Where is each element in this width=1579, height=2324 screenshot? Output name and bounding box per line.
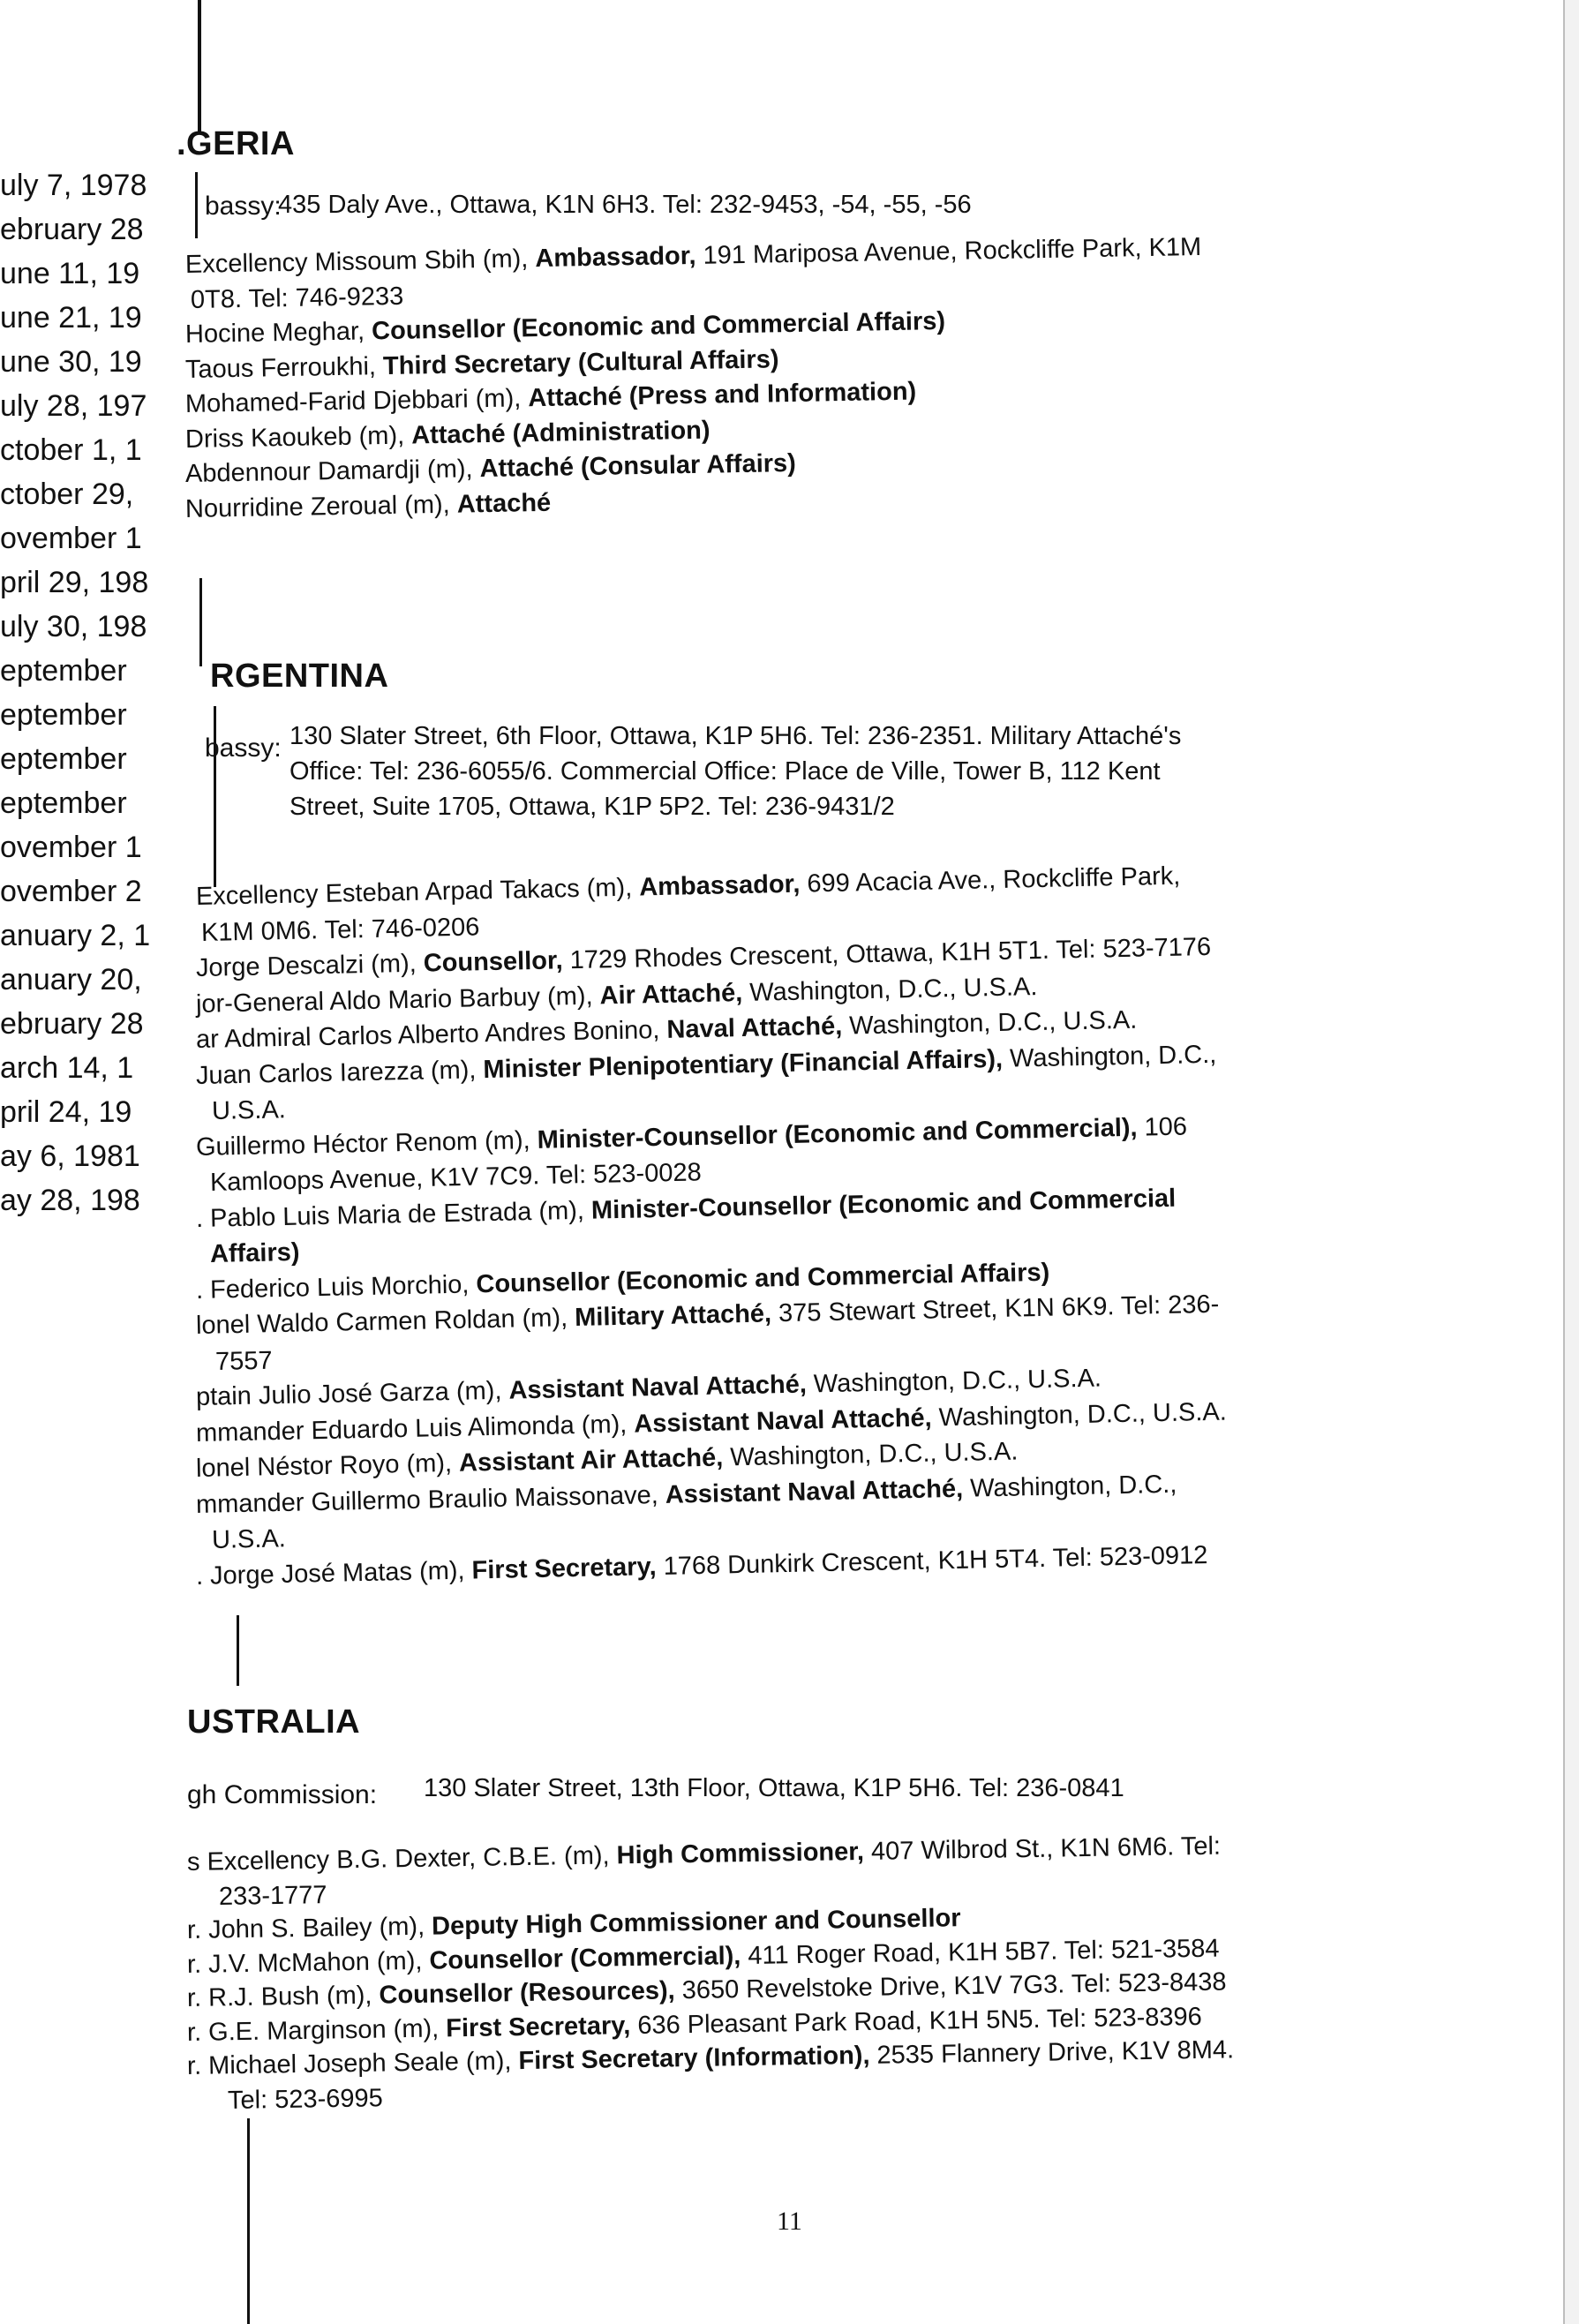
staff-entry	[219, 1879, 327, 1913]
date-entry: ctober 1, 1	[0, 433, 142, 467]
staff-title: Minister Plenipotentiary (Financial Affairs),	[483, 1044, 1004, 1084]
staff-text: Washington, D.C., U.S.A.	[806, 1364, 1102, 1399]
staff-entry	[212, 1094, 287, 1127]
staff-entry	[191, 280, 404, 315]
staff-title: Affairs)	[209, 1237, 300, 1268]
staff-text: Mohamed-Farid Djebbari (m),	[184, 384, 529, 418]
staff-title: Counsellor (Economic and Commercial Affairs)	[476, 1258, 1050, 1298]
staff-title: Assistant Naval Attaché,	[634, 1403, 932, 1439]
staff-text: 233-1777	[218, 1880, 327, 1911]
page-number: 11	[777, 2207, 802, 2236]
staff-text: 1729 Rhodes Crescent, Ottawa, K1H 5T1. Tel: 523-7176	[562, 932, 1212, 975]
staff-entry	[187, 1831, 1222, 1878]
staff-text: . Jorge José Matas (m),	[195, 1555, 472, 1591]
staff-text: Washington, D.C., U.S.A.	[841, 1005, 1138, 1041]
staff-text: r. J.V. McMahon (m),	[186, 1946, 430, 1979]
date-entry: ctober 29,	[0, 478, 134, 511]
staff-title: Assistant Naval Attaché,	[508, 1370, 808, 1405]
staff-title: Minister-Counsellor (Economic and Commercial),	[537, 1113, 1138, 1154]
staff-entry	[215, 1344, 273, 1377]
date-entry: eptember	[0, 786, 127, 820]
date-entry: uly 7, 1978	[0, 169, 147, 202]
staff-text: 3650 Revelstoke Drive, K1V 7G3. Tel: 523-8438	[674, 1967, 1227, 2005]
staff-text: Taous Ferroukhi,	[184, 351, 384, 384]
staff-entry	[185, 486, 552, 524]
staff-title: Attaché (Consular Affairs)	[479, 448, 797, 484]
staff-entry	[196, 1538, 1208, 1591]
date-entry: pril 24, 19	[0, 1095, 132, 1129]
staff-text: K1M 0M6. Tel: 746-0206	[200, 912, 480, 947]
staff-text: jor-General Aldo Mario Barbuy (m),	[195, 981, 600, 1019]
date-entry: ovember 1	[0, 522, 142, 555]
staff-entry	[210, 1156, 702, 1199]
staff-entry	[201, 911, 480, 949]
section-heading-argentina: RGENTINA	[210, 658, 389, 695]
staff-title: Attaché (Administration)	[410, 416, 711, 450]
staff-entry	[196, 1110, 1188, 1163]
staff-text: Nourridine Zeroual (m),	[184, 490, 458, 523]
staff-entry	[196, 861, 1181, 913]
staff-entry	[185, 231, 1202, 281]
staff-title: Air Attaché,	[599, 978, 743, 1010]
date-entry: eptember	[0, 698, 127, 732]
date-entry: uly 30, 198	[0, 610, 147, 643]
staff-text: r. John S. Bailey (m),	[186, 1912, 432, 1944]
section-heading-australia: USTRALIA	[187, 1704, 361, 1741]
staff-title: First Secretary,	[471, 1552, 657, 1584]
staff-title: High Commissioner,	[616, 1837, 865, 1870]
staff-title: First Secretary,	[446, 2011, 631, 2042]
staff-text: Washington, D.C., U.S.A.	[931, 1397, 1228, 1433]
staff-text: lonel Waldo Carmen Roldan (m),	[195, 1304, 575, 1340]
staff-text: Excellency Esteban Arpad Takacs (m),	[195, 873, 640, 911]
staff-title: Military Attaché,	[574, 1299, 772, 1333]
date-entry: uly 28, 197	[0, 389, 147, 423]
date-entry: eptember	[0, 742, 127, 776]
staff-title: Counsellor (Commercial),	[429, 1941, 741, 1975]
embassy-label: bassy:	[205, 192, 282, 221]
staff-text: 1768 Dunkirk Crescent, K1H 5T4. Tel: 523-0912	[656, 1540, 1208, 1581]
staff-title: Attaché	[456, 488, 552, 519]
staff-text: 7557	[214, 1346, 273, 1376]
embassy-address: 130 Slater Street, 6th Floor, Ottawa, K1P 5H6. Tel: 236-2351. Military Attaché's	[289, 722, 1182, 750]
embassy-address: 435 Daly Ave., Ottawa, K1N 6H3. Tel: 232-9453, -54, -55, -56	[278, 191, 972, 219]
staff-title: Assistant Naval Attaché,	[665, 1474, 964, 1509]
date-entry: ay 6, 1981	[0, 1139, 140, 1173]
staff-text: 411 Roger Road, K1H 5B7. Tel: 521-3584	[741, 1934, 1220, 1970]
staff-text: r. R.J. Bush (m),	[186, 1981, 380, 2012]
staff-text: Juan Carlos Iarezza (m),	[195, 1055, 484, 1090]
staff-text: s Excellency B.G. Dexter, C.B.E. (m),	[186, 1841, 617, 1876]
staff-title: Attaché (Press and Information)	[528, 377, 917, 413]
staff-text: . Pablo Luis Maria de Estrada (m),	[195, 1196, 592, 1233]
staff-text: 699 Acacia Ave., Rockcliffe Park,	[800, 861, 1181, 899]
staff-text: Washington, D.C.,	[1002, 1040, 1217, 1073]
staff-title: Ambassador,	[638, 869, 801, 902]
staff-text: 0T8. Tel: 746-9233	[190, 282, 404, 314]
staff-entry	[228, 2082, 383, 2117]
staff-text: . Federico Luis Morchio,	[195, 1269, 477, 1305]
date-column	[0, 0, 207, 1236]
page-edge	[1563, 0, 1579, 2324]
staff-text: r. Michael Joseph Seale (m),	[186, 2047, 519, 2080]
staff-entry	[212, 1523, 287, 1556]
embassy-address: Office: Tel: 236-6055/6. Commercial Office: Place de Ville, Tower B, 112 Kent	[289, 757, 1161, 786]
date-entry: ovember 2	[0, 875, 142, 908]
staff-text: Washington, D.C., U.S.A.	[741, 972, 1038, 1007]
date-entry: ebruary 28	[0, 1007, 144, 1041]
date-entry: anuary 20,	[0, 963, 142, 997]
staff-title: Deputy High Commissioner and Counsellor	[431, 1904, 961, 1941]
staff-title: Assistant Air Attaché,	[458, 1443, 724, 1478]
staff-text: 375 Stewart Street, K1N 6K9. Tel: 236-	[771, 1290, 1220, 1328]
staff-entry	[185, 414, 711, 455]
staff-title: Counsellor (Resources),	[379, 1976, 675, 2010]
staff-text: Washington, D.C.,	[962, 1470, 1177, 1503]
staff-text: ptain Julio José Garza (m),	[195, 1376, 509, 1411]
binding-line	[237, 1615, 239, 1686]
embassy-label: bassy:	[205, 733, 282, 763]
staff-text: ar Admiral Carlos Alberto Andres Bonino,	[195, 1015, 667, 1054]
staff-text: U.S.A.	[211, 1524, 287, 1554]
date-entry: eptember	[0, 654, 127, 688]
date-entry: une 11, 19	[0, 257, 140, 290]
staff-text: Guillermo Héctor Renom (m),	[195, 1125, 538, 1162]
high-commission-address: 130 Slater Street, 13th Floor, Ottawa, K1P 5H6. Tel: 236-0841	[424, 1774, 1124, 1802]
date-entry: pril 29, 198	[0, 566, 149, 599]
staff-text: mmander Eduardo Luis Alimonda (m),	[195, 1410, 635, 1448]
date-entry: anuary 2, 1	[0, 919, 151, 952]
embassy-address: Street, Suite 1705, Ottawa, K1P 5P2. Tel: 236-9431/2	[289, 793, 895, 821]
staff-text: 191 Mariposa Avenue, Rockcliffe Park, K1M	[696, 232, 1202, 270]
staff-text: Jorge Descalzi (m),	[195, 949, 425, 982]
date-entry: arch 14, 1	[0, 1051, 134, 1085]
staff-title: Counsellor,	[423, 946, 563, 978]
staff-title: Ambassador,	[535, 241, 696, 274]
date-entry: ovember 1	[0, 831, 142, 864]
staff-title: Naval Attaché,	[666, 1012, 843, 1044]
staff-title: Counsellor (Economic and Commercial Affairs)	[371, 306, 946, 346]
staff-title: Minister-Counsellor (Economic and Commercial	[590, 1184, 1177, 1225]
staff-text: 2535 Flannery Drive, K1V 8M4.	[869, 2035, 1235, 2070]
staff-entry	[210, 1237, 300, 1270]
staff-text: lonel Néstor Royo (m),	[195, 1448, 460, 1483]
staff-text: Abdennour Damardji (m),	[184, 455, 480, 488]
staff-title: First Secretary (Information),	[518, 2041, 870, 2076]
date-entry: ay 28, 198	[0, 1184, 140, 1217]
staff-text: 407 Wilbrod St., K1N 6M6. Tel:	[863, 1831, 1222, 1866]
staff-text: Tel: 523-6995	[227, 2083, 383, 2115]
staff-text: mmander Guillermo Braulio Maissonave,	[195, 1480, 666, 1519]
staff-text: 106	[1137, 1111, 1188, 1142]
staff-text: Kamloops Avenue, K1V 7C9. Tel: 523-0028	[209, 1158, 702, 1197]
date-entry: ebruary 28	[0, 213, 144, 246]
staff-text: Excellency Missoum Sbih (m),	[184, 244, 536, 279]
date-entry: une 21, 19	[0, 301, 142, 335]
date-entry: une 30, 19	[0, 345, 142, 379]
staff-text: Driss Kaoukeb (m),	[184, 421, 412, 454]
staff-title: Third Secretary (Cultural Affairs)	[382, 344, 779, 380]
staff-text: Washington, D.C., U.S.A.	[722, 1437, 1019, 1472]
staff-text: 636 Pleasant Park Road, K1H 5N5. Tel: 523-8396	[630, 2002, 1202, 2040]
staff-text: r. G.E. Marginson (m),	[186, 2013, 447, 2047]
staff-text: U.S.A.	[211, 1095, 287, 1125]
staff-text: Hocine Meghar,	[184, 317, 372, 349]
section-heading-algeria: .GERIA	[177, 125, 295, 162]
high-commission-label: gh Commission:	[187, 1780, 378, 1809]
